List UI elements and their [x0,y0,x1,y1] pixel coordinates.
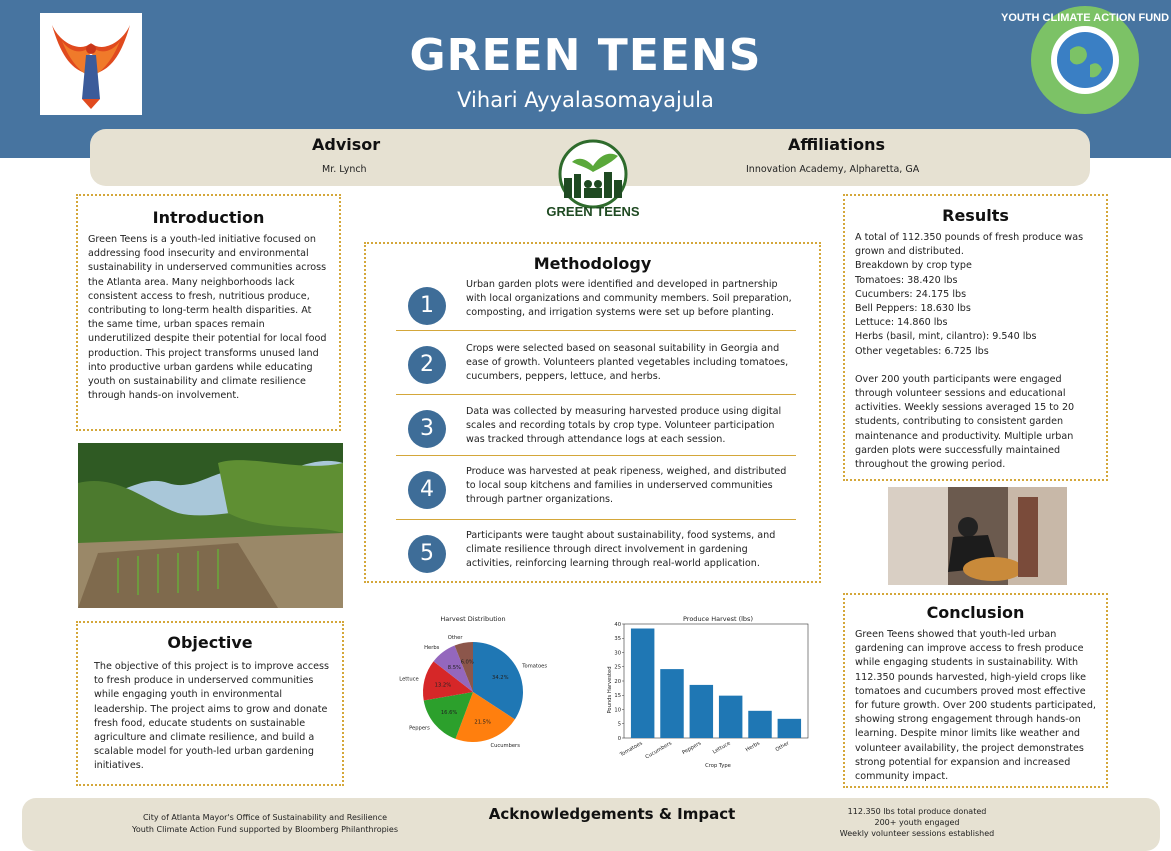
pie-category-label: Cucumbers [490,743,520,750]
introduction-heading: Introduction [152,208,265,227]
ack-right-line: 112.350 lbs total produce donated [847,807,987,816]
pie-percent-label: 13.2% [434,682,452,689]
methodology-step-1 [382,278,802,333]
results-line: Herbs (basil, mint, cilantro): 9.540 lbs [855,331,1037,343]
acknowledgements-bar [22,798,1160,851]
objective-heading: Objective [167,633,253,652]
divider [396,455,796,456]
x-tick-label: Lettuce [711,740,732,756]
x-tick-label: Tomatoes [619,740,644,759]
x-tick-label: Other [774,740,791,754]
green-teens-logo [542,138,644,222]
results-line: Bell Peppers: 18.630 lbs [855,303,971,315]
x-tick-label: Cucumbers [644,740,673,761]
affiliations-heading: Affiliations [788,135,886,154]
methodology-heading: Methodology [533,254,652,273]
bar-other [778,719,801,738]
affiliations-value: Innovation Academy, Alpharetta, GA [746,164,920,175]
ack-right-line: 200+ youth engaged [874,818,960,827]
bar-cucumbers [660,669,683,738]
pie-percent-label: 8.5% [447,665,461,672]
divider [396,394,796,395]
author-name: Vihari Ayyalasomayajula [457,88,714,112]
conclusion-heading: Conclusion [926,603,1025,622]
introduction-body: Green Teens is a youth-led initiative focused on addressing food insecurity and environmental sustainability in underserved communities across the Atlanta area. Many neighborhoods lack consistent access to fresh, nutritious produce, contributing to long-term health disparities. At the same time, urban spaces remain underutilized despite their potential for local food production. This project transforms unused land into productive urban gardens while educating youth on sustainability and climate resilience through hands-on involvement. [88,234,327,402]
center-logo-text: GREEN TEENS [546,204,640,219]
results-line: Other vegetables: 6.725 lbs [855,345,989,357]
bar-peppers [690,685,713,738]
step-number: 3 [408,410,446,448]
conclusion-body: Green Teens showed that youth-led urban gardening can improve access to fresh produce while engaging students in sustainability. With 112.350 pounds harvested, high-yield crops like tomatoes and cucumbers proved most effective for future growth. Over 200 students participated, showing strong engagement through hands-on learning. Despite minor limits like weather and volunteer availability, the project demonstrates strong potential for expansion and increased community impact. [855,629,1096,783]
results-heading: Results [942,206,1009,225]
bar-xlabel: Crop Type [705,763,731,769]
garden-photo [78,443,343,608]
methodology-step-2 [382,342,802,397]
pie-category-label: Other [447,634,463,641]
results-line: Breakdown by crop type [855,260,972,272]
results-section [843,194,1108,481]
step-text: Participants were taught about sustainability, food systems, and climate resilience through direct involvement in gardening activities, reinforcing learning through real-world application. [466,530,776,569]
objective-body: The objective of this project is to improve access to fresh produce in underserved communities while engaging youth in environmental leadership. The project aims to grow and donate fresh food, educate students on sustainable agriculture and climate resilience, and build a scalable model for youth-led urban gardening initiatives. [94,661,330,772]
advisor-value: Mr. Lynch [322,164,367,175]
volunteers-photo [888,487,1067,585]
y-tick-label: 35 [614,636,621,643]
pie-percent-label: 6.0% [460,659,474,666]
results-line: Cucumbers: 24.175 lbs [855,288,967,300]
advisor-heading: Advisor [312,135,381,154]
y-tick-label: 30 [614,650,621,657]
step-number: 2 [408,346,446,384]
y-tick-label: 20 [614,678,621,685]
logo-text: YOUTH CLIMATE ACTION FUND [1000,12,1170,24]
methodology-section [364,242,821,583]
bar-tomatoes [631,629,654,738]
results-line: Tomatoes: 38.420 lbs [855,274,958,286]
pie-percent-label: 34.2% [492,675,509,682]
bar-ylabel: Pounds Harvested [607,666,613,714]
y-tick-label: 25 [614,664,621,671]
step-text: Urban garden plots were identified and developed in partnership with local organizations and community members. Soil preparation, composting, and irrigation systems were set up before planting. [466,279,792,318]
y-tick-label: 15 [614,693,621,700]
pie-category-label: Herbs [424,645,440,652]
x-tick-label: Peppers [681,740,703,757]
results-body: Over 200 youth participants were engaged through volunteer sessions and educational activities. Weekly sessions averaged 15 to 20 students, contributing to consistent garden maintenance and productivity. Multiple urban garden plots were successfully maintained throughout the growing period. [855,373,1075,471]
divider [396,330,796,331]
methodology-step-3 [382,405,802,460]
step-number: 1 [408,287,446,325]
pie-percent-label: 21.5% [474,719,491,726]
pie-category-label: Peppers [409,725,430,732]
step-number: 5 [408,535,446,573]
ack-right [802,806,1032,839]
y-tick-label: 5 [617,721,621,728]
objective-section [76,621,344,786]
results-line: Lettuce: 14.860 lbs [855,317,948,329]
step-number: 4 [408,471,446,509]
pie-category-label: Lettuce [399,676,419,683]
poster-title: GREEN TEENS [409,30,762,81]
pie-percent-label: 16.6% [440,709,458,716]
ack-left [110,812,420,836]
conclusion-section [843,593,1108,788]
bar-title: Produce Harvest (lbs) [683,615,753,623]
divider [396,519,796,520]
y-tick-label: 40 [614,621,621,628]
pie-title: Harvest Distribution [440,615,506,623]
methodology-step-4 [382,465,802,520]
bar-herbs [748,711,771,738]
bar-lettuce [719,696,742,738]
x-tick-label: Herbs [744,740,761,754]
ack-left-line: Youth Climate Action Fund supported by Bloomberg Philanthropies [132,825,398,834]
harvest-pie-chart [380,610,560,760]
step-text: Produce was harvested at peak ripeness, weighed, and distributed to local soup kitchens and families in underserved communities through partner organizations. [466,466,787,505]
y-tick-label: 0 [617,735,621,742]
youth-climate-action-fund-logo [1000,5,1170,115]
ack-right-line: Weekly volunteer sessions established [839,829,995,838]
ack-left-line: City of Atlanta Mayor's Office of Sustainability and Resilience [142,813,388,822]
methodology-step-5 [382,529,802,584]
results-line: A total of 112.350 pounds of fresh produce was grown and distributed. [855,232,1084,258]
introduction-section [76,194,341,431]
step-text: Crops were selected based on seasonal suitability in Georgia and ease of growth. Volunteers planted vegetables including tomatoes, cucumbers, peppers, lettuce, and herbs. [466,343,789,382]
pie-category-label: Tomatoes [522,663,548,670]
produce-bar-chart [600,610,815,770]
step-text: Data was collected by measuring harvested produce using digital scales and recording totals by crop type. Volunteer participation was tracked through attendance logs at each session. [466,406,782,445]
ack-heading: Acknowledgements & Impact [488,805,736,823]
results-breakdown [855,231,1096,359]
y-tick-label: 10 [614,707,621,714]
